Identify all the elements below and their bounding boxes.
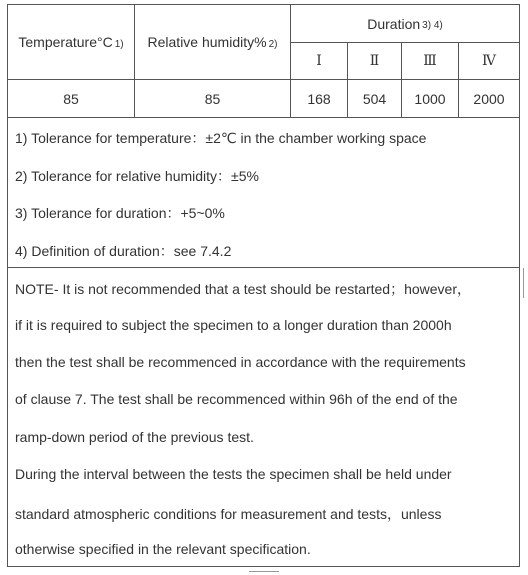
edge-mark-right (523, 268, 524, 298)
edge-mark-bottom (249, 571, 279, 572)
header-duration-ref: 3) 4) (422, 20, 443, 31)
header-humidity-ref: 2) (268, 38, 278, 50)
header-level-4: Ⅳ (482, 53, 496, 69)
header-humidity (135, 5, 290, 79)
footnote-3: 3) Tolerance for duration：+5~0% (15, 205, 225, 221)
header-duration (291, 5, 519, 42)
header-level-1: Ⅰ (316, 53, 322, 69)
note-line-5: ramp-down period of the previous test. (15, 429, 254, 445)
header-humidity-label: Relative humidity% (147, 34, 267, 50)
cell-temperature-value: 85 (63, 90, 79, 107)
footnote-2: 2) Tolerance for relative humidity：±5% (15, 168, 259, 184)
header-temperature (8, 5, 134, 79)
header-level-2: Ⅱ (369, 53, 380, 69)
note-line-3: then the test shall be recommenced in accordance with the requirements (15, 354, 466, 370)
note-line-8: otherwise specified in the relevant specification. (15, 541, 311, 557)
note-line-1: NOTE- It is not recommended that a test should be restarted；however， (15, 281, 471, 297)
cell-humidity-value: 85 (204, 90, 221, 107)
note-line-4: of clause 7. The test shall be recommenced within 96h of the end of the (15, 391, 458, 407)
footnote-4: 4) Definition of duration：see 7.4.2 (15, 243, 232, 259)
header-level-3: Ⅲ (423, 53, 437, 69)
footnote-1: 1) Tolerance for temperature：±2℃ in the chamber working space (15, 130, 427, 146)
note-line-6: During the interval between the tests the specimen shall be held under (15, 466, 452, 482)
notes-bottom-line (7, 267, 520, 268)
header-temperature-ref: 1) (114, 38, 124, 50)
note-line-2: if it is required to subject the specimen to a longer duration than 2000h (15, 317, 452, 333)
cell-duration-1: 168 (307, 90, 331, 107)
cell-duration-2: 504 (362, 90, 387, 107)
note-line-7: standard atmospheric conditions for measurement and tests，unless (15, 506, 442, 522)
data-row-bottom-line (7, 117, 520, 118)
header-duration-label: Duration (367, 15, 421, 32)
cell-duration-4: 2000 (473, 90, 505, 107)
cell-duration-3: 1000 (414, 90, 446, 107)
header-temperature-label: Temperature°C (18, 34, 113, 50)
